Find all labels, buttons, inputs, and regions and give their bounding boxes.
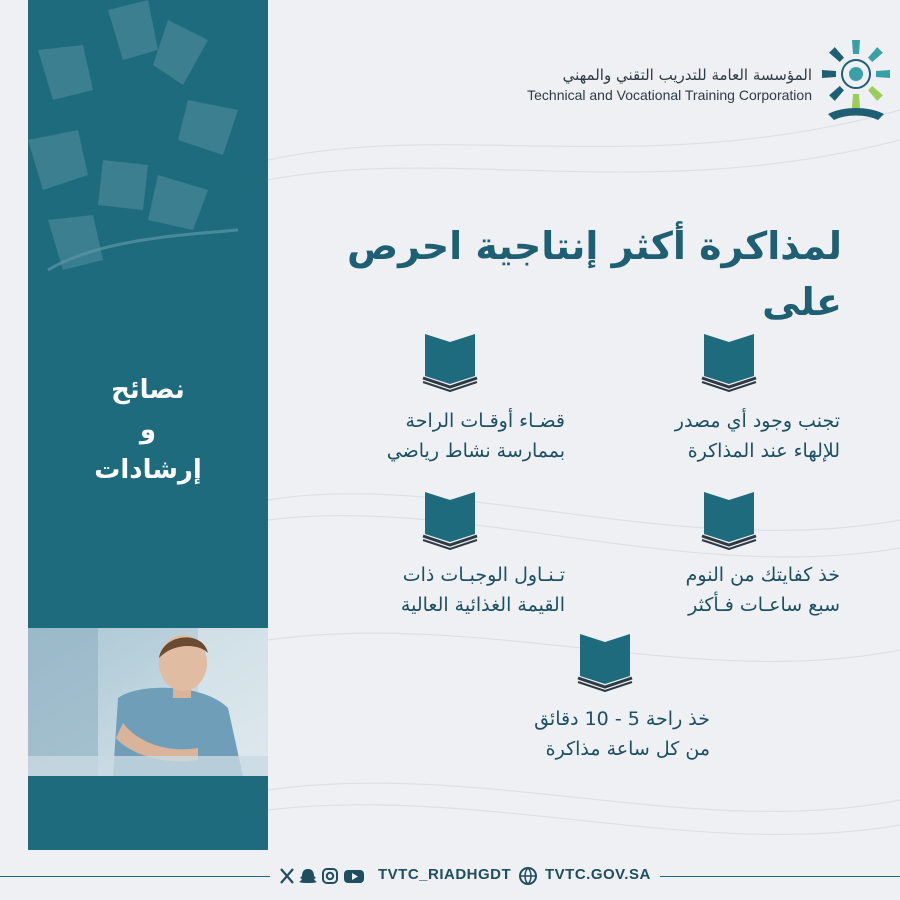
student-photo [28, 628, 268, 776]
tip-4-line-1: تـنـاول الوجبـات ذات [402, 564, 565, 586]
tvtc-logo-icon [818, 34, 894, 126]
book-icon [700, 330, 758, 392]
social-handle-link[interactable]: TVTC_RIADHGDT [378, 866, 512, 883]
book-icon [421, 488, 479, 550]
headline: لمذاكرة أكثر إنتاجية احرص على [346, 224, 842, 324]
instagram-icon[interactable] [323, 869, 337, 883]
book-icon [421, 330, 479, 392]
x-icon[interactable] [281, 869, 293, 883]
tip-card-4 [330, 488, 565, 620]
tip-5-line-1: خذ راحة 5 - 10 دقائق [534, 708, 710, 730]
side-title-line-3: إرشادات [94, 455, 202, 485]
footer-divider-left [0, 876, 270, 877]
tip-card-5 [470, 630, 710, 764]
organization-name-english: Technical and Vocational Training Corporation [527, 87, 812, 103]
tip-2-line-1: قضـاء أوقـات الراحة [405, 410, 565, 432]
tip-3-line-1: خذ كفايتك من النوم [685, 564, 840, 586]
website-link[interactable]: TVTC.GOV.SA [545, 866, 651, 883]
side-panel [28, 0, 268, 850]
tip-3-line-2: سبع ساعـات فـأكثر [688, 594, 840, 616]
side-title-line-1: نصائح [111, 375, 185, 405]
social-icons [278, 866, 368, 886]
tip-card-3 [600, 488, 840, 620]
globe-icon [518, 866, 538, 886]
tip-2-line-2: بممارسة نشاط رياضي [386, 440, 565, 462]
tip-4-line-2: القيمة الغذائية العالية [400, 594, 565, 616]
side-title-line-2: و [139, 415, 157, 445]
book-icon [700, 488, 758, 550]
book-icon [576, 630, 634, 692]
emblem-watermark [28, 0, 268, 310]
tip-1-line-2: للإلهاء عند المذاكرة [687, 440, 840, 462]
tip-5-line-2: من كل ساعة مذاكرة [545, 738, 710, 760]
tip-card-2 [330, 330, 565, 466]
footer [0, 862, 900, 890]
youtube-icon[interactable] [344, 870, 364, 883]
footer-divider-right [660, 876, 900, 877]
tip-1-line-1: تجنب وجود أي مصدر [674, 410, 840, 432]
tip-card-1 [600, 330, 840, 466]
side-panel-title [28, 370, 268, 490]
organization-name [527, 66, 812, 104]
snapchat-icon[interactable] [299, 869, 317, 883]
organization-name-arabic: المؤسسة العامة للتدريب التقني والمهني [562, 66, 812, 84]
